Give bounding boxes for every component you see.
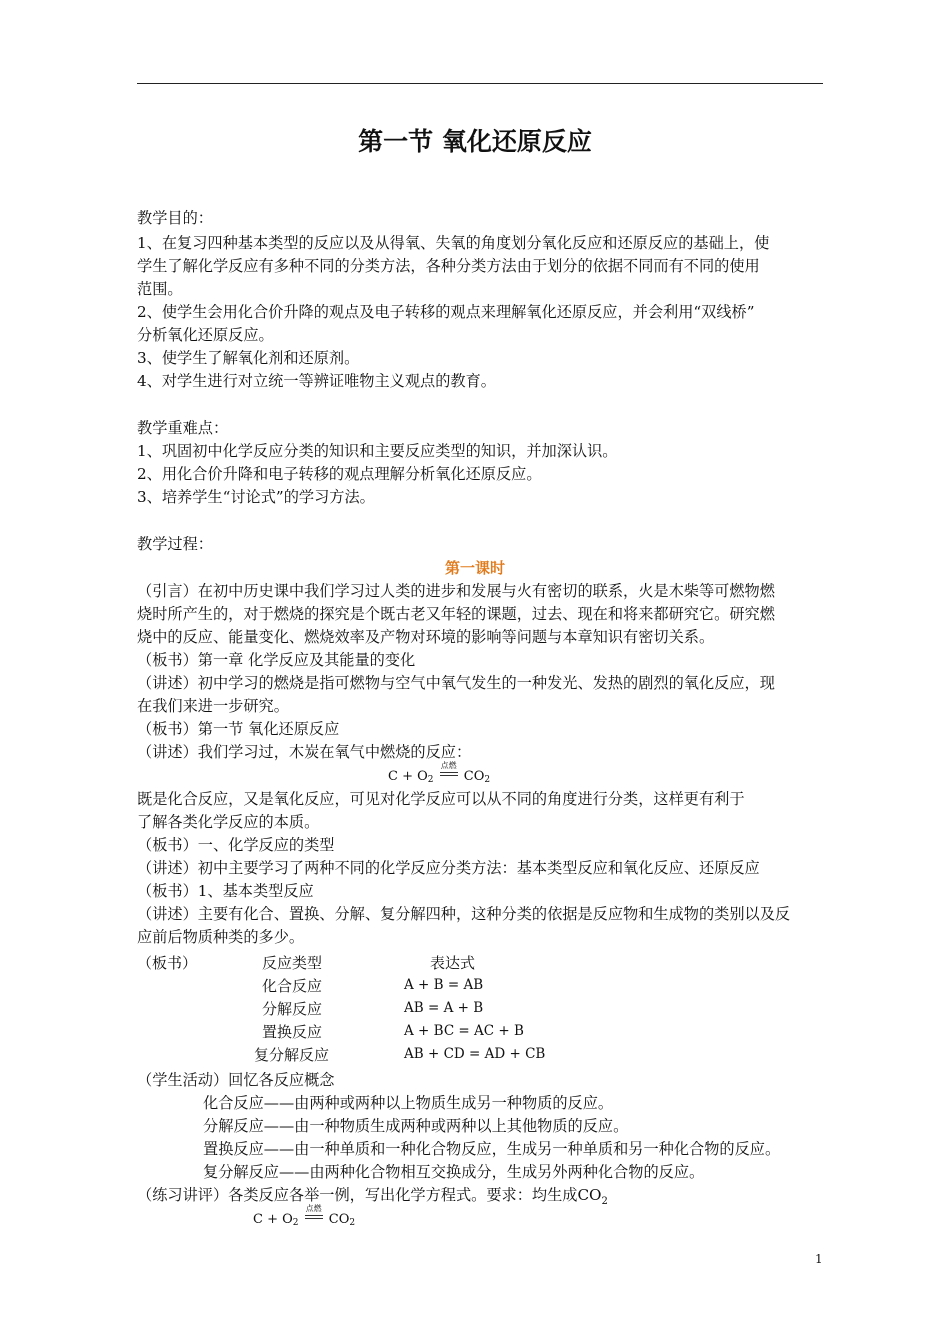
body-line: 既是化合反应，又是氧化反应，可见对化学反应可以从不同的角度进行分类，这样更有利于 [137, 790, 745, 808]
body-line: （板书）一、化学反应的类型 [137, 836, 335, 854]
definition-line: 置换反应——由一种单质和一种化合物反应，生成另一种单质和另一种化合物的反应。 [203, 1140, 781, 1158]
reaction-expression: AB + CD = AD + CB [404, 1046, 546, 1062]
objective-line: 2、使学生会用化合价升降的观点及电子转移的观点来理解氧化还原反应，并会利用“双线桥” [137, 303, 755, 321]
page-title: 第一节 氧化还原反应 [358, 127, 592, 156]
definition-line: 复分解反应——由两种化合物相互交换成分，生成另外两种化合物的反应。 [203, 1163, 705, 1181]
objective-line: 学生了解化学反应有多种不同的分类方法，各种分类方法由于划分的依据不同而有不同的使用 [137, 257, 760, 275]
activity-line: （学生活动）回忆各反应概念 [137, 1071, 335, 1089]
table-label: （板书） [137, 954, 198, 972]
definition-line: 化合反应——由两种或两种以上物质生成另一种物质的反应。 [203, 1094, 614, 1112]
reaction-expression: A + BC = AC + B [404, 1023, 524, 1039]
reaction-type: 置换反应 [262, 1023, 323, 1041]
key-point-line: 2、用化合价升降和电子转移的观点理解分析氧化还原反应。 [137, 465, 542, 483]
chemical-equation: $C + O_2$ 点燃 $CO_2$ [253, 1204, 356, 1228]
body-line: 应前后物质种类的多少。 [137, 928, 305, 946]
reaction-type: 复分解反应 [254, 1046, 330, 1064]
body-line: （讲述）我们学习过，木炭在氧气中燃烧的反应： [137, 743, 472, 761]
body-line: （讲述）主要有化合、置换、分解、复分解四种，这种分类的依据是反应物和生成物的类别以及反 [137, 905, 791, 923]
objective-line: 分析氧化还原反应。 [137, 326, 274, 344]
process-heading: 教学过程： [137, 535, 213, 553]
reaction-expression: A + B = AB [404, 977, 484, 993]
reaction-expression: AB = A + B [404, 1000, 484, 1016]
key-point-line: 1、巩固初中化学反应分类的知识和主要反应类型的知识，并加深认识。 [137, 442, 618, 460]
body-line: 烧时所产生的，对于燃烧的探究是个既古老又年轻的课题，过去、现在和将来都研究它。研究燃 [137, 605, 775, 623]
body-line: （讲述）初中学习的燃烧是指可燃物与空气中氧气发生的一种发光、发热的剧烈的氧化反应，现 [137, 674, 775, 692]
key-points-heading: 教学重难点： [137, 419, 229, 437]
body-line: 烧中的反应、能量变化、燃烧效率及产物对环境的影响等问题与本章知识有密切关系。 [137, 628, 715, 646]
body-line: （板书）第一节 氧化还原反应 [137, 720, 340, 738]
reaction-condition: 点燃 [303, 1210, 325, 1222]
body-line: （引言）在初中历史课中我们学习过人类的进步和发展与火有密切的联系，火是木柴等可燃物燃 [137, 582, 775, 600]
objective-line: 3、使学生了解氧化剂和还原剂。 [137, 349, 360, 367]
body-line: 了解各类化学反应的本质。 [137, 813, 320, 831]
practice-line: （练习讲评）各类反应各举一例，写出化学方程式。要求：均生成$CO_2$ [137, 1186, 608, 1208]
table-header-expr: 表达式 [430, 954, 476, 972]
body-line: （讲述）初中主要学习了两种不同的化学反应分类方法：基本类型反应和氧化反应、还原反应 [137, 859, 760, 877]
table-header-type: 反应类型 [262, 954, 323, 972]
objective-line: 范围。 [137, 280, 183, 298]
objective-line: 4、对学生进行对立统一等辨证唯物主义观点的教育。 [137, 372, 496, 390]
objectives-heading: 教学目的： [137, 209, 213, 227]
chemical-equation: $C + O_2$ 点燃 $CO_2$ [388, 761, 491, 785]
reaction-type: 分解反应 [262, 1000, 323, 1018]
lesson-title: 第一课时 [444, 559, 505, 577]
body-line: （板书）第一章 化学反应及其能量的变化 [137, 651, 416, 669]
body-line: 在我们来进一步研究。 [137, 697, 289, 715]
reaction-condition: 点燃 [438, 767, 460, 779]
page-number: 1 [815, 1252, 823, 1266]
body-line: （板书）1、基本类型反应 [137, 882, 314, 900]
key-point-line: 3、培养学生“讨论式”的学习方法。 [137, 488, 375, 506]
header-rule [137, 83, 823, 84]
objective-line: 1、在复习四种基本类型的反应以及从得氧、失氧的角度划分氧化反应和还原反应的基础上，使 [137, 234, 770, 252]
reaction-type: 化合反应 [262, 977, 323, 995]
definition-line: 分解反应——由一种物质生成两种或两种以上其他物质的反应。 [203, 1117, 629, 1135]
